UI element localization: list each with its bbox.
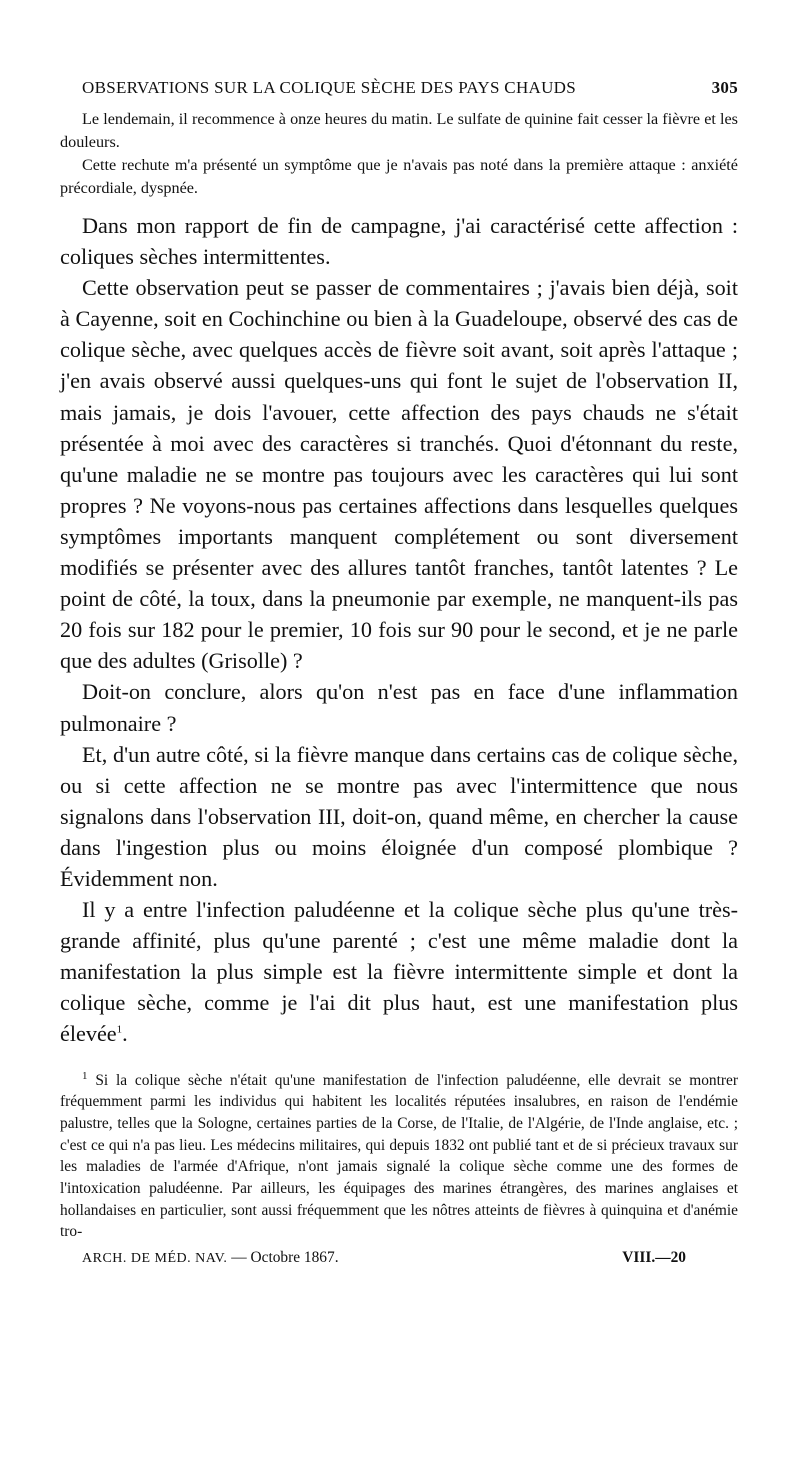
paragraph: Et, d'un autre côté, si la fièvre manque dans certains cas de colique sèche, ou si cette affection ne se montre pas avec l'intermittence que nous signalons dans l'observation III, doit-on, quand même, en chercher la cause dans l'ingestion plus ou moins éloignée d'un composé plombique ? Évidemment non.	[60, 741, 738, 891]
journal-date: Octobre 1867.	[250, 1249, 339, 1267]
paragraph: Cette observation peut se passer de commentaires ; j'avais bien déjà, soit à Cayenne, soit en Cochinchine ou bien à la Guadeloupe, observé des cas de colique sèche, avec quelques accès de fièvre soit avant, soit après l'attaque ; j'en avais observé aussi quelques-uns qui font le sujet de l'observation II, mais jamais, je dois l'avouer, cette affection des pays chauds ne s'était présentée à moi avec des caractères si tranchés. Quoi d'étonnant du reste, qu'une maladie ne se montre pas toujours avec les caractères qui lui sont propres ? Ne voyons-nous pas certaines affections dans lesquelles quelques symptômes importants manquent complétement ou sont diversement modifiés se présenter avec des allures tantôt franches, tantôt latentes ? Le point de côté, la toux, dans la pneumonie par exemple, ne manquent-ils pas 20 fois sur 182 pour le premier, 10 fois sur 90 pour le second, et je ne parle que des adultes (Grisolle) ?	[60, 275, 738, 674]
journal-name: ARCH. DE MÉD. NAV.	[82, 1251, 228, 1267]
paragraph: Doit-on conclure, alors qu'on n'est pas en face d'une inflammation pulmonaire ?	[60, 679, 738, 736]
paragraph: Dans mon rapport de fin de campagne, j'ai caractérisé cette affection : coliques sèches intermittentes.	[60, 213, 738, 270]
journal-separator: —	[231, 1249, 247, 1267]
paragraph: Le lendemain, il recommence à onze heures du matin. Le sulfate de quinine fait cesser la fièvre et les douleurs.	[60, 110, 738, 151]
journal-reference	[60, 1249, 339, 1267]
footnote-reference: 1	[116, 1024, 123, 1037]
page-footer	[60, 1249, 738, 1267]
signature-mark: VIII.—20	[622, 1249, 686, 1267]
book-page	[60, 78, 738, 1267]
running-head	[60, 78, 738, 98]
paragraph-last-text: Il y a entre l'infection paludéenne et la colique sèche plus qu'une très-grande affinité, plus qu'une parenté ; c'est une même maladie dont la manifestation la plus simple est la fièvre intermittente simple et dont la colique sèche, comme je l'ai dit plus haut, est une manifestation plus élevée	[60, 897, 738, 1047]
paragraph-last-end: .	[122, 1021, 128, 1047]
page-number: 305	[711, 78, 738, 97]
footnote-text: Si la colique sèche n'était qu'une manifestation de l'infection paludéenne, elle devrait se montrer fréquemment parmi les individus qui habitent les localités réputées insalubres, en raison de l'endémie palustre, telles que la Sologne, certaines parties de la Corse, de l'Italie, de l'Algérie, de l'Inde anglaise, etc. ; c'est ce qui n'a pas lieu. Les médecins militaires, qui depuis 1832 ont publié tant et de si précieux travaux sur les maladies de l'armée d'Afrique, n'ont jamais signalé la colique sèche comme une des formes de l'intoxication paludéenne. Par ailleurs, les équipages des marines étrangères, des marines anglaises et hollandaises en particulier, sont aussi fréquemment que les nôtres atteints de fièvres à quinquina et d'anémie tro-	[60, 1071, 738, 1241]
footnotes	[60, 1070, 738, 1244]
paragraph: Cette rechute m'a présenté un symptôme que je n'avais pas noté dans la première attaque : anxiété précordiale, dyspnée.	[60, 156, 738, 197]
footnote-marker: 1	[82, 1069, 88, 1082]
paragraph-last	[60, 894, 738, 1049]
footnote	[60, 1070, 738, 1244]
running-title: OBSERVATIONS SUR LA COLIQUE SÈCHE DES PAYS CHAUDS	[82, 78, 577, 97]
